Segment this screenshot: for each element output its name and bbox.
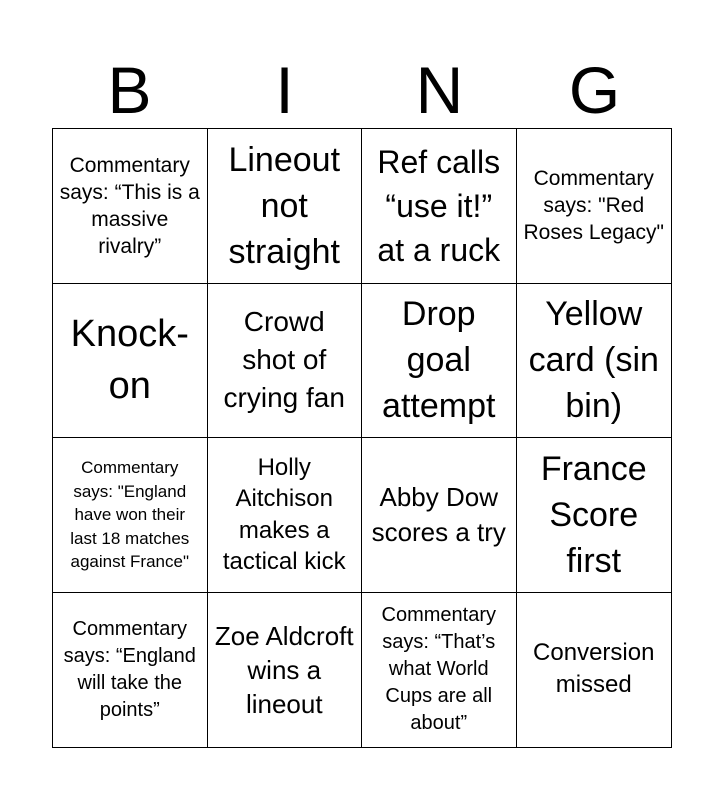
bingo-cell[interactable] bbox=[362, 438, 517, 593]
bingo-cell-text: Drop goal attempt bbox=[382, 295, 496, 426]
header-letter-i: I bbox=[275, 53, 294, 127]
bingo-cell[interactable] bbox=[53, 438, 208, 593]
bingo-cell-text: Commentary says: “England will take the points” bbox=[63, 617, 196, 721]
bingo-cell-text: Commentary says: "England have won their last 18 matches against France" bbox=[70, 458, 190, 571]
header-letter-b: B bbox=[107, 53, 152, 127]
bingo-cell[interactable] bbox=[517, 593, 672, 748]
bingo-board bbox=[52, 128, 672, 748]
bingo-cell-text: Knock-on bbox=[70, 313, 189, 408]
bingo-header bbox=[52, 55, 672, 125]
header-letter-n: N bbox=[415, 53, 464, 127]
bingo-cell-text: Commentary says: "Red Roses Legacy" bbox=[523, 167, 665, 245]
bingo-cell-text: Ref calls “use it!” at a ruck bbox=[377, 143, 501, 268]
bingo-cell[interactable] bbox=[208, 593, 363, 748]
bingo-cell[interactable] bbox=[53, 129, 208, 284]
bingo-cell[interactable] bbox=[517, 284, 672, 439]
bingo-cell-text: Holly Aitchison makes a tactical kick bbox=[222, 453, 346, 576]
bingo-cell[interactable] bbox=[53, 593, 208, 748]
bingo-cell-text: Commentary says: “This is a massive rivalry” bbox=[59, 153, 200, 258]
bingo-cell[interactable] bbox=[208, 284, 363, 439]
bingo-cell[interactable] bbox=[208, 438, 363, 593]
bingo-cell-text: France Score first bbox=[540, 449, 647, 580]
header-letter-g: G bbox=[568, 53, 621, 127]
bingo-cell[interactable] bbox=[362, 593, 517, 748]
bingo-cell[interactable] bbox=[208, 129, 363, 284]
bingo-cell-text: Commentary says: “That’s what World Cups are all about” bbox=[381, 604, 496, 735]
bingo-cell[interactable] bbox=[53, 284, 208, 439]
bingo-cell[interactable] bbox=[517, 438, 672, 593]
bingo-cell[interactable] bbox=[517, 129, 672, 284]
bingo-cell-text: Conversion missed bbox=[533, 638, 655, 698]
bingo-cell-text: Lineout not straight bbox=[228, 140, 341, 271]
bingo-cell-text: Abby Dow scores a try bbox=[371, 481, 506, 547]
bingo-cell-text: Yellow card (sin bin) bbox=[528, 295, 659, 426]
bingo-cell-text: Zoe Aldcroft wins a lineout bbox=[214, 620, 354, 719]
bingo-cell[interactable] bbox=[362, 284, 517, 439]
bingo-cell-text: Crowd shot of crying fan bbox=[223, 306, 345, 414]
bingo-cell[interactable] bbox=[362, 129, 517, 284]
